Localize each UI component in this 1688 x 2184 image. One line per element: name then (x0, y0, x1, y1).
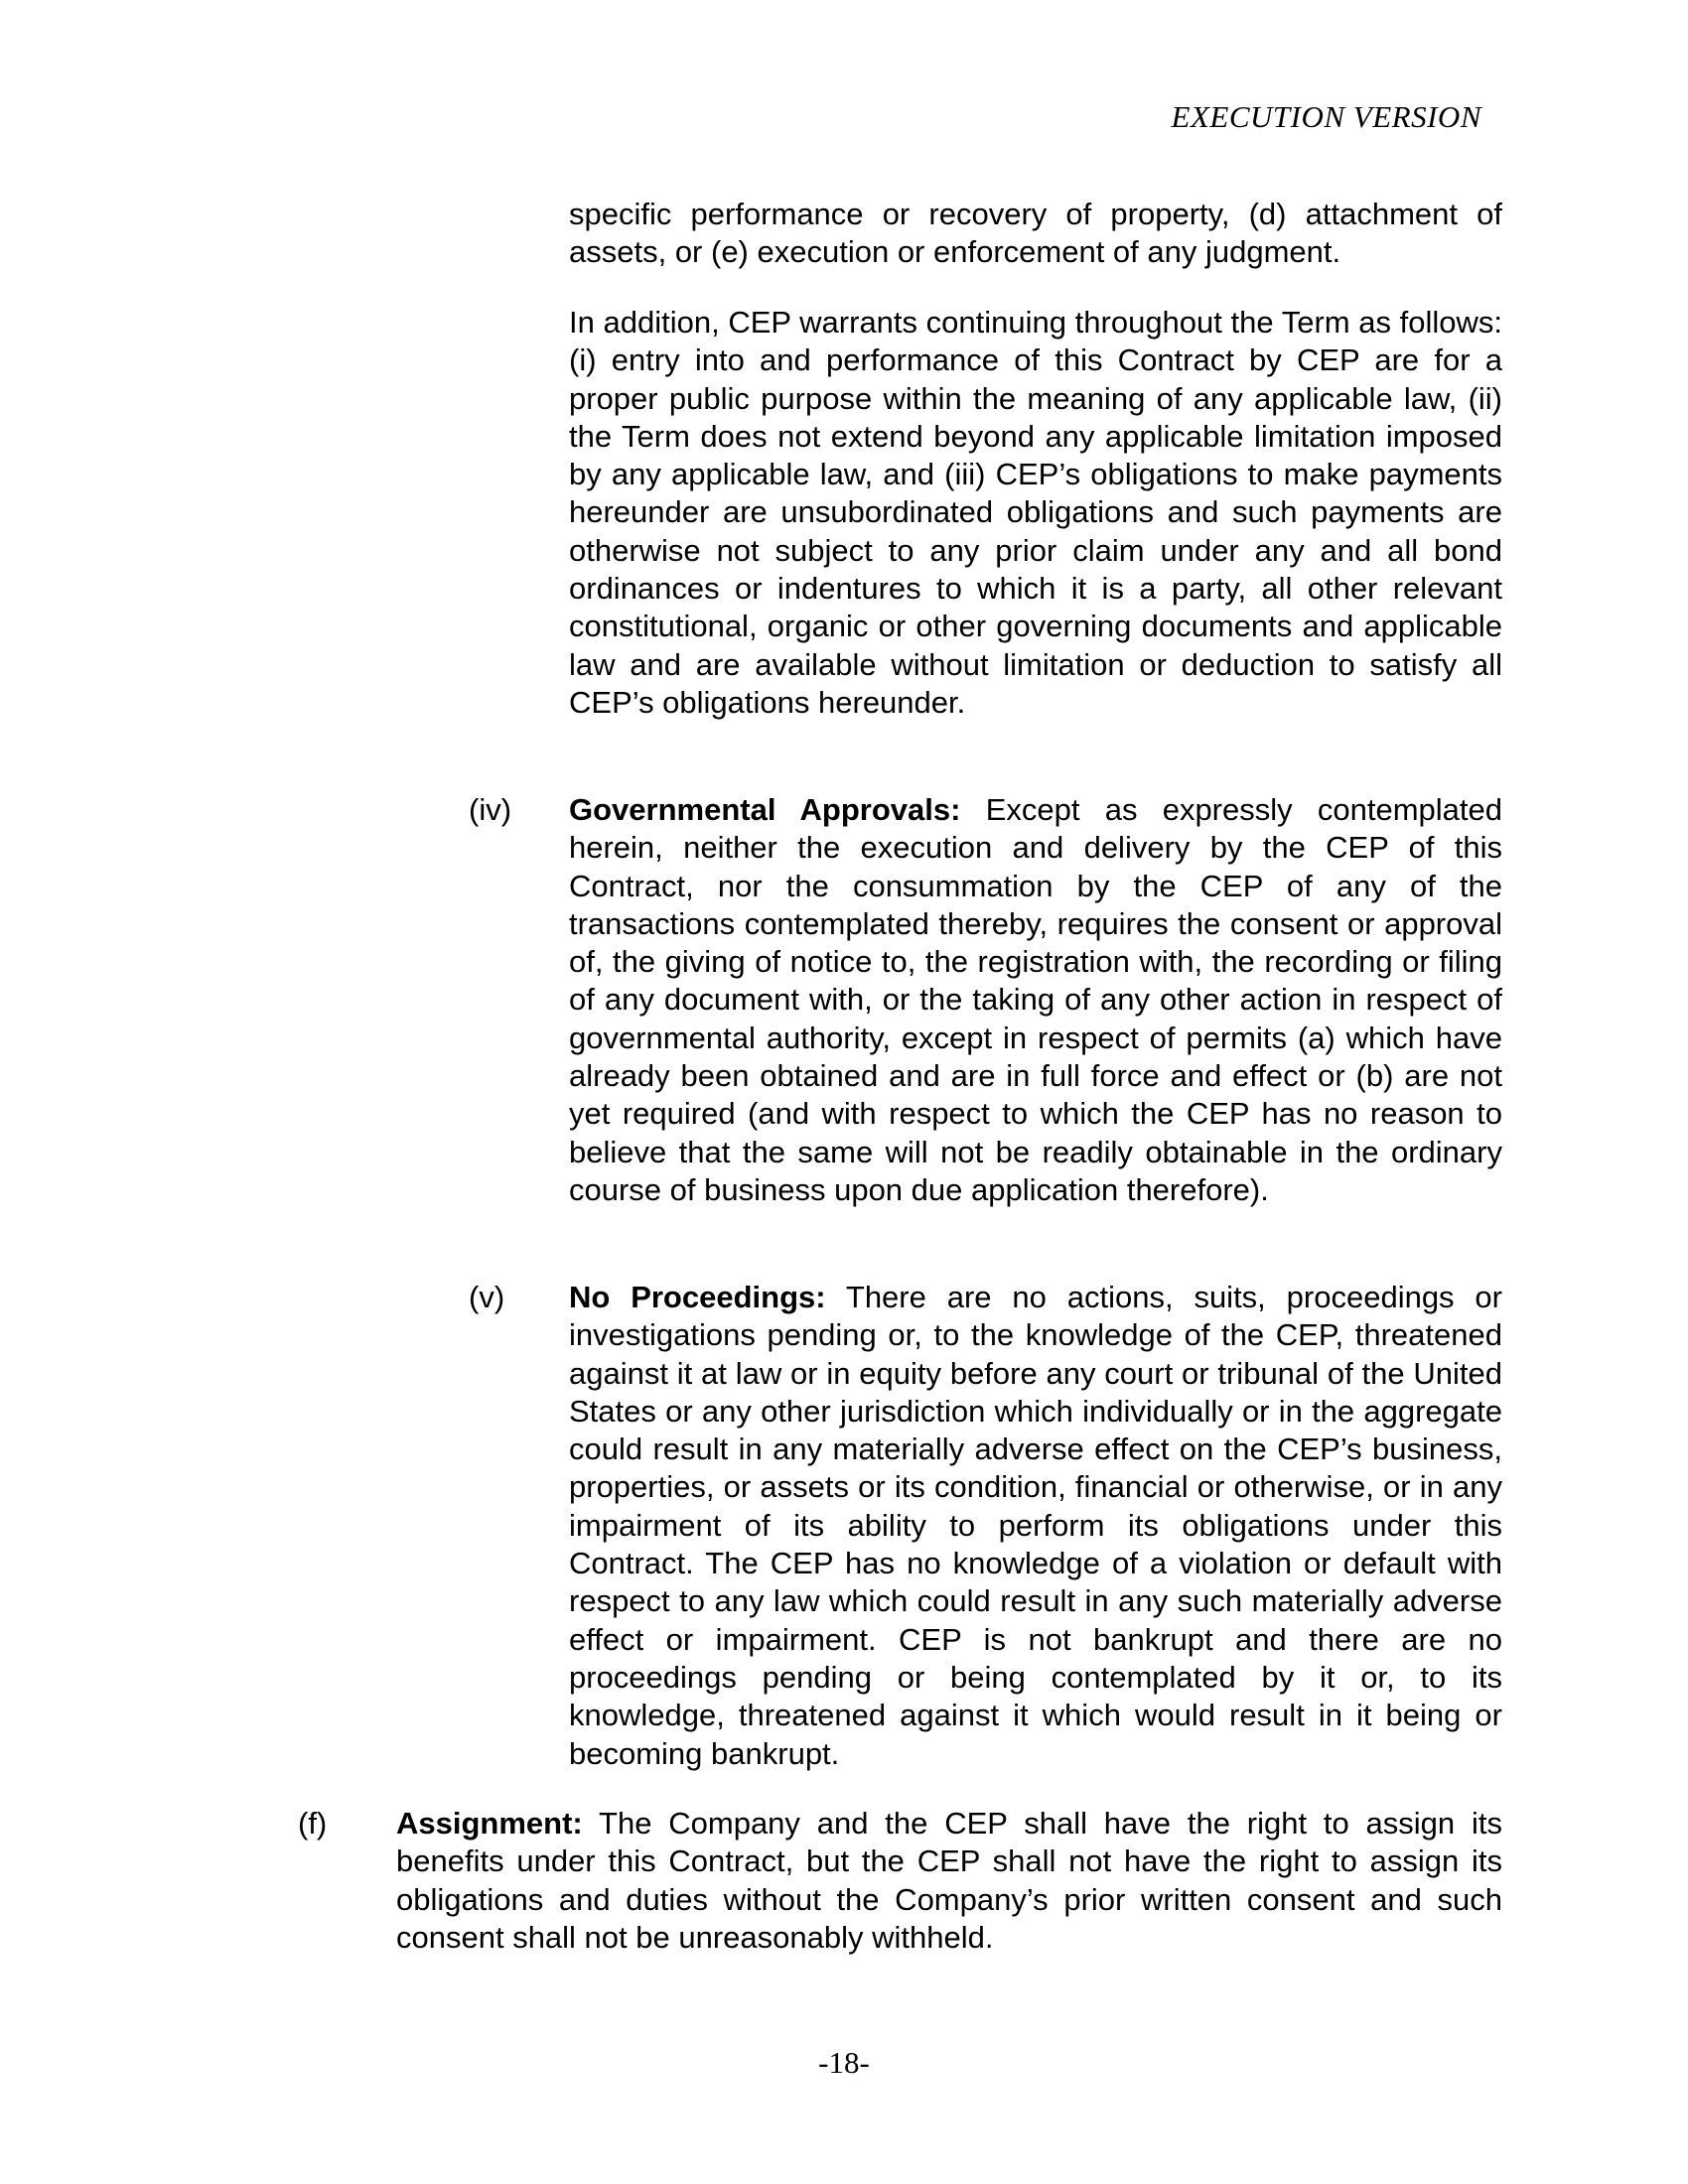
clause-heading-assignment: Assignment: (396, 1806, 583, 1841)
clause-text-no-proceedings: There are no actions, suits, proceedings or investigations pending or, to the knowledge of the CEP, threatened against it at law or in equity before any court or tribunal of the United States or any other jurisdiction which individually or in the aggregate could result in any materially adverse effect on the CEP’s business, properties, or assets or its condition, financial or otherwise, or in any impairment of its ability to perform its obligations under this Contract. The CEP has no knowledge of a violation or default with respect to any law which could result in any such materially adverse effect or impairment. CEP is not bankrupt and there are no proceedings pending or being contemplated by it or, to its knowledge, threatened against it which would result in it being or becoming bankrupt. (569, 1280, 1502, 1771)
clause-no-proceedings (569, 1279, 1502, 1773)
clause-heading-governmental-approvals: Governmental Approvals: (569, 792, 961, 827)
continuation-paragraph: specific performance or recovery of property, (d) attachment of assets, or (e) execution or enforcement of any judgment. (569, 197, 1502, 270)
clause-marker-v: (v) (469, 1280, 505, 1314)
clause-marker-iv: (iv) (469, 792, 512, 827)
document-header: EXECUTION VERSION (1171, 99, 1481, 134)
clause-assignment (396, 1805, 1502, 1957)
additional-warranties-paragraph: In addition, CEP warrants continuing throughout the Term as follows: (i) entry into and performance of this Contract by CEP are for a proper public purpose within the meaning of any applicable law, (ii) the Term does not extend beyond any applicable limitation imposed by any applicable law, and (iii) CEP’s obligations to make payments hereunder are unsubordinated obligations and such payments are otherwise not subject to any prior claim under any and all bond ordinances or indentures to which it is a party, all other relevant constitutional, organic or other governing documents and applicable law and are available without limitation or deduction to satisfy all CEP’s obligations hereunder. (569, 305, 1502, 720)
page-number: -18- (818, 2045, 870, 2080)
clause-heading-no-proceedings: No Proceedings: (569, 1280, 826, 1314)
clause-text-governmental-approvals: Except as expressly contemplated herein, neither the execution and delivery by the CEP of this Contract, nor the consummation by the CEP of any of the transactions contemplated thereby, requires the consent or approval of, the giving of notice to, the registration with, the recording or filing of any document with, or the taking of any other action in respect of governmental authority, except in respect of permits (a) which have already been obtained and are in full force and effect or (b) are not yet required (and with respect to which the CEP has no reason to believe that the same will not be readily obtainable in the ordinary course of business upon due application therefore). (569, 792, 1502, 1207)
clause-marker-f: (f) (298, 1806, 328, 1841)
clause-governmental-approvals (569, 791, 1502, 1209)
clause-text-assignment: The Company and the CEP shall have the right to assign its benefits under this Contract, but the CEP shall not have the right to assign its obligations and duties without the Company’s prior written consent and such consent shall not be unreasonably withheld. (396, 1806, 1502, 1955)
